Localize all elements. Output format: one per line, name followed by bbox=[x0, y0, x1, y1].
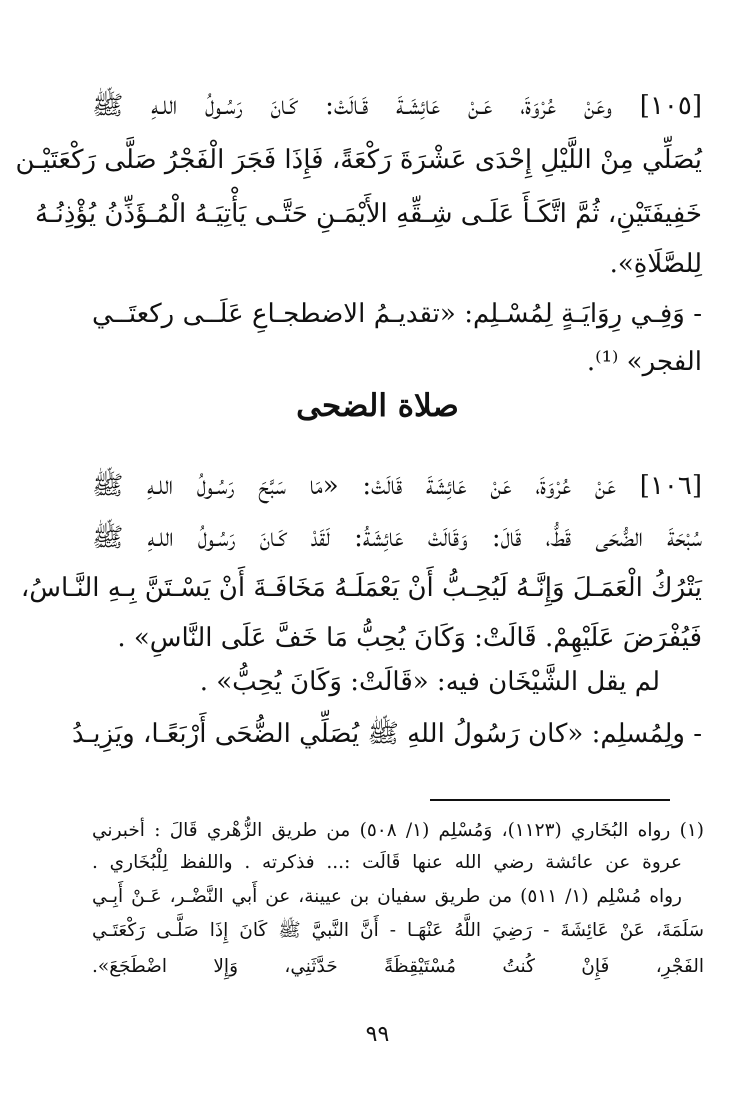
footnote-line-1: (١) رواه البُخَاري (١١٢٣)، وَمُسْلِم (١/ ٥٠٨) من طريق الزُّهْري قَالَ : أخبرني bbox=[92, 820, 704, 841]
hadith-106-muslim-line: - ولِمُسلِم: «كان رَسُولُ اللهِ ﷺ يُصَلِّي الضُّحَى أَرْبَعًـا، ويَزِيـدُ bbox=[72, 719, 702, 749]
footnote-line-4: سَلَمَةَ، عَنْ عَائِشَةَ - رَضِيَ اللَّهُ عَنْهَـا - أَنَّ النَّبيَّ ﷺ كَانَ إِذَا صَلَّـى رَكْعَتَـي bbox=[92, 920, 704, 941]
hadith-106-line-4: فَيُفْرَضَ عَلَيْهِمْ. قَالَتْ: وَكَانَ يُحِبُّ مَا خَفَّ عَلَى النَّاسِ» . bbox=[117, 623, 702, 653]
hadith-105-line-4: لِلصَّلَاةِ». bbox=[609, 249, 702, 279]
hadith-106-note: لم يقل الشَّيْخَان فيه: «قَالَتْ: وَكَانَ يُحِبُّ» . bbox=[199, 667, 660, 697]
footnote-line-5: الفَجْرِ، فَإِنْ كُنتُ مُسْتَيْقِظَةً حَدَّثَنِي، وَإِلا اضْطَجَعَ». bbox=[92, 956, 704, 977]
riwaya-line-2: الفجر» ⁽¹⁾. bbox=[586, 347, 702, 377]
hadith-106-line-2: سُبْحَةَ الضُّحَى قَطُّ، قَالَ: وَقَالَتْ عَائِشَةُ: لَقَدْ كَـانَ رَسُـولُ اللـهِ ﷺ bbox=[92, 523, 702, 553]
footnote-line-2: عروة عن عائشة رضي الله عنها قَالَت :... فذكرته . واللفظ لِلْبُخَاري . bbox=[92, 852, 682, 873]
hadith-105-line-3: خَفِيفَتَيْنِ، ثُمَّ اتَّكَـأَ عَلَـى شِـقِّهِ الأَيْمَـنِ حَتَّـى يَأْتِيَـهُ الْمُـؤَذِّنُ يُؤْذِنُـهُ bbox=[35, 199, 702, 229]
footnote-line-3: رواه مُسْلِم (١/ ٥١١) من طريق سفيان بن عيينة، عن أَبي النَّضْـر، عَـنْ أَبِـي bbox=[92, 886, 682, 907]
section-heading: صلاة الضحى bbox=[296, 388, 459, 424]
hadith-106-line-1: [١٠٦] عَنْ عُرْوَةَ، عَنْ عَائِشَةَ قَالَتْ: «مَا سَبَّحَ رَسُـولُ اللـهِ ﷺ bbox=[92, 471, 702, 501]
hadith-106-line-3: يَتْرُكُ الْعَمَـلَ وَإِنَّـهُ لَيُحِـبُّ أَنْ يَعْمَلَـهُ مَخَافَـةَ أَنْ يَسْـتَنَّ بِـهِ النَّـاسُ، bbox=[20, 573, 702, 603]
hadith-105-line-1: [١٠٥] وعَنْ عُرْوَةَ، عَـنْ عَائِشَـةَ قَـالَتْ: كَـانَ رَسُـولُ اللـهِ ﷺ bbox=[92, 91, 702, 121]
hadith-105-line-2: يُصَلِّي مِنْ اللَّيْلِ إِحْدَى عَشْرَةَ رَكْعَةً، فَإِذَا فَجَرَ الْفَجْرُ صَلَّى رَكْعَتَيْـن bbox=[15, 145, 702, 175]
footnote-separator bbox=[430, 799, 670, 801]
page-number: ٩٩ bbox=[365, 1022, 390, 1047]
riwaya-line-1: - وَفِـي رِوَايَـةٍ لِمُسْـلِم: «تقديـمُ الاضطجـاعِ عَلَــى ركعتَــي bbox=[92, 299, 702, 329]
